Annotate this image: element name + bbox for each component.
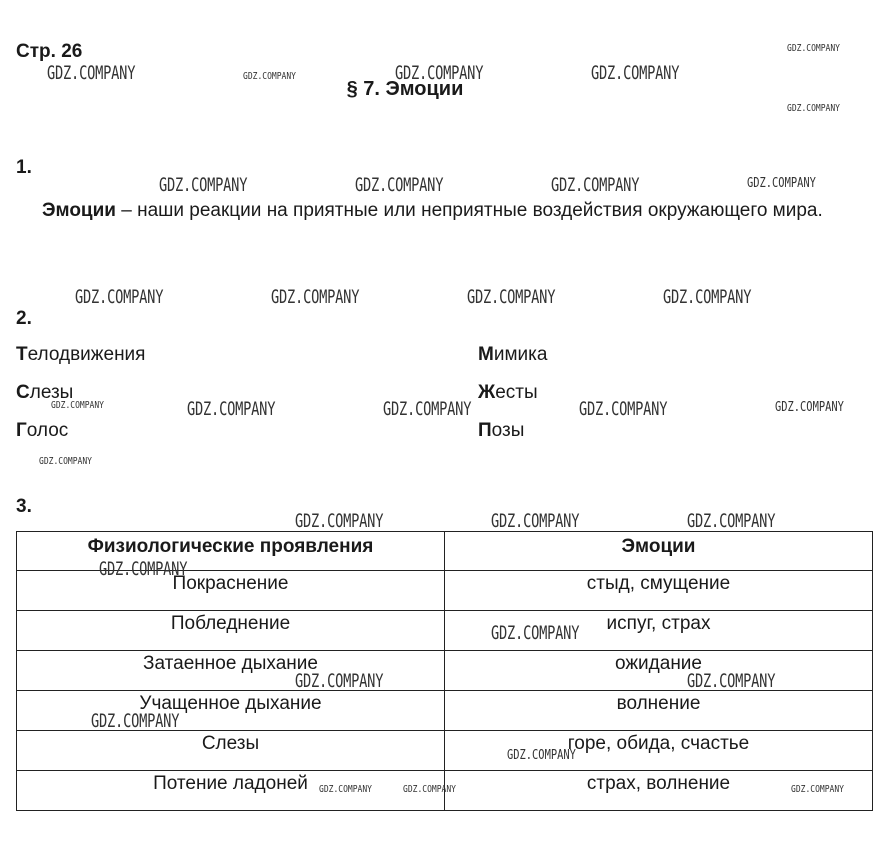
watermark-text: GDZ.COMPANY <box>491 510 580 532</box>
table-cell: Затаенное дыхание <box>17 651 445 691</box>
watermark-text: GDZ.COMPANY <box>47 62 136 84</box>
section-title: § 7. Эмоции <box>346 78 464 100</box>
watermark-text: GDZ.COMPANY <box>187 398 276 420</box>
watermark-text: GDZ.COMPANY <box>663 286 752 308</box>
watermark-text: GDZ.COMPANY <box>551 174 640 196</box>
watermark-text: GDZ.COMPANY <box>355 174 444 196</box>
table-cell: Потение ладоней <box>17 771 445 811</box>
watermark-text: GDZ.COMPANY <box>467 286 556 308</box>
watermark-text: GDZ.COMPANY <box>319 784 372 795</box>
table-cell: ожидание <box>445 651 873 691</box>
list-item-telodvizheniya: Телодвижения <box>16 344 146 365</box>
table-cell: стыд, смущение <box>445 571 873 611</box>
watermark-text: GDZ.COMPANY <box>791 784 844 795</box>
watermark-text: GDZ.COMPANY <box>491 622 580 644</box>
list-item-zhesty: Жесты <box>478 382 538 403</box>
watermark-text: GDZ.COMPANY <box>295 670 384 692</box>
watermark-text: GDZ.COMPANY <box>243 71 296 82</box>
table-cell: испуг, страх <box>445 611 873 651</box>
watermark-text: GDZ.COMPANY <box>787 43 840 54</box>
table-row <box>17 731 873 771</box>
task-2-number: 2. <box>16 308 32 329</box>
watermark-text: GDZ.COMPANY <box>271 286 360 308</box>
watermark-text: GDZ.COMPANY <box>75 286 164 308</box>
watermark-text: GDZ.COMPANY <box>403 784 456 795</box>
header-emotions: Эмоции <box>445 532 873 571</box>
watermark-text: GDZ.COMPANY <box>395 62 484 84</box>
task-3-number: 3. <box>16 496 32 517</box>
watermark-text: GDZ.COMPANY <box>687 510 776 532</box>
watermark-text: GDZ.COMPANY <box>39 456 92 467</box>
list-item-golos: Голос <box>16 420 69 441</box>
task-1-definition <box>16 192 876 230</box>
definition-text: – наши реакции на приятные или неприятные воздействия окружающего мира. <box>115 200 823 221</box>
list-item-mimika: Мимика <box>478 344 548 365</box>
watermark-text: GDZ.COMPANY <box>383 398 472 420</box>
watermark-text: GDZ.COMPANY <box>91 710 180 732</box>
task-1-number: 1. <box>16 157 32 178</box>
table-cell: Слезы <box>17 731 445 771</box>
definition-term: Эмоции <box>42 200 116 221</box>
header-physiological: Физиологические проявления <box>17 532 445 571</box>
table-row <box>17 611 873 651</box>
watermark-text: GDZ.COMPANY <box>687 670 776 692</box>
watermark-text: GDZ.COMPANY <box>775 400 844 415</box>
watermark-text: GDZ.COMPANY <box>591 62 680 84</box>
table-cell: Учащенное дыхание <box>17 691 445 731</box>
table-cell: Побледнение <box>17 611 445 651</box>
watermark-text: GDZ.COMPANY <box>159 174 248 196</box>
table-cell: волнение <box>445 691 873 731</box>
watermark-text: GDZ.COMPANY <box>295 510 384 532</box>
watermark-text: GDZ.COMPANY <box>51 400 104 411</box>
list-item-pozy: Позы <box>478 420 525 441</box>
watermark-text: GDZ.COMPANY <box>579 398 668 420</box>
list-item-slezy: Слезы <box>16 382 74 403</box>
watermark-text: GDZ.COMPANY <box>747 176 816 191</box>
watermark-text: GDZ.COMPANY <box>507 748 576 763</box>
page-number: Стр. 26 <box>16 41 83 62</box>
table-cell: Покраснение <box>17 571 445 611</box>
table-cell: горе, обида, счастье <box>445 731 873 771</box>
table-cell: страх, волнение <box>445 771 873 811</box>
watermark-text: GDZ.COMPANY <box>99 558 188 580</box>
watermark-text: GDZ.COMPANY <box>787 103 840 114</box>
